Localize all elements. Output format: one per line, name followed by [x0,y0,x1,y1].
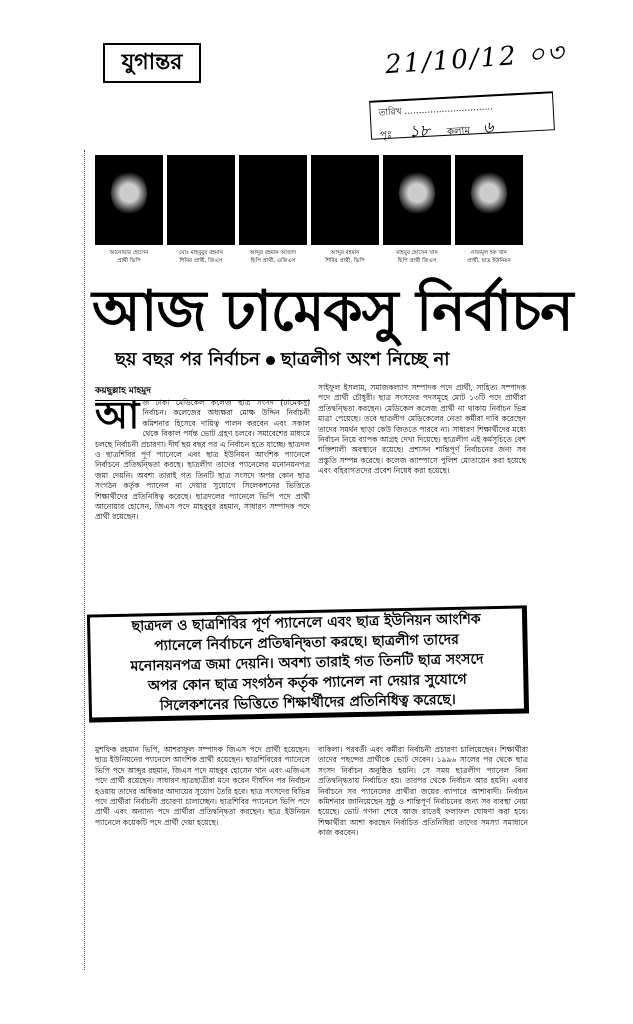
subhead-right: ছাত্রলীগ অংশ নিচ্ছে না [280,349,450,370]
stamp-page-label: পৃঃ [379,129,393,142]
photo-caption: মাহবুব হোসেন খান ছিপি প্রার্থী জিএস [396,250,438,264]
quote-line: সিলেকশনের ভিত্তিতে শিক্ষার্থীদের প্রতিনিধিত্ব করেছে। [159,691,456,715]
body-column-3: মুশফিক রহমান ভিপি, আশরাফুল সম্পাদক জিএস পদে প্রার্থী হয়েছেন। ছাত্র ইউনিয়নের প্যানেলে আংশিক প্রার্থী রয়েছেন। ছাত্রশিবিরের প্যানেলে ভিপি পদে আব্দুর রহমান, জিএস পদে মাহবুব হোসেন খান এবং এজিএস পদে প্রার্থী রয়েছেন। সাধারণ ছাত্রছাত্রীরা মনে করেন দীর্ঘদিন পর নির্বাচন হওয়ায় তাদের অধিকার আদায়ের সুযোগ তৈরি হবে। ছাত্র সংসদের বিভিন্ন পদে প্রার্থীরা নির্বাচনী প্রচারণা চালাচ্ছেন। ছাত্রশিবির প্যানেলে ভিপি পদে প্রার্থী এবং অন্যান্য পদে প্রার্থীরা প্রতিদ্বন্দ্বিতা করছেন। ছাত্র ইউনিয়ন প্যানেলে কয়েকটি পদে প্রার্থী দেয়া হয়েছে। [95,745,310,827]
candidate-photo [95,155,163,265]
quote-line: অপর কোন ছাত্র সংগঠন কর্তৃক প্যানেল না দেয়ার সুযোগে [147,671,467,695]
subhead-left: ছয় বছর পর নির্বাচন [115,349,260,370]
archive-stamp [369,91,555,140]
stamp-column-label: কলাম [446,125,471,138]
photo-caption: মোঃ মাহবুবুর রহমান শিবির প্রার্থী, জিএস [179,250,223,264]
candidate-photo [455,155,523,265]
candidate-photos [95,155,525,265]
photo-caption: নাজমুল হক খান প্রার্থী, ছাত্র ইউনিয়ন [467,250,511,264]
photo-image [239,155,307,245]
body-column-1 [95,398,310,583]
pull-quote-box [87,605,529,722]
photo-image [383,155,451,245]
quote-line: মনোনয়নপত্র জমা দেয়নি। অবশ্য তারাই গত তিনটি ছাত্র সংসদে [130,651,484,675]
body-text: জ ঢাকা মেডিকেল কলেজ ছাত্র সংসদ (ঢামেকসু) নির্বাচন। কলেজের অধ্যক্ষরা মোক্ষ উদ্দিন নির্বাচনী কমিশনার হিসেবে দায়িত্ব পালন করবেন এবং সকাল থেকে বিকাল পর্যন্ত ভোট গ্রহণ চলবে। সমাবেশের মাধ্যমে চলছে নির্বাচনী প্রচারণা। দীর্ঘ ছয় বছর পর এ নির্বাচন হতে যাচ্ছে। ছাত্রদল ও ছাত্রশিবির পূর্ণ প্যানেলে এবং ছাত্র ইউনিয়ন আংশিক প্যানেলে নির্বাচনে প্রতিদ্বন্দ্বিতা করছে। ছাত্রলীগ তাদের প্যানেলের মনোনয়নপত্র জমা দেয়নি। অবশ্য তারাই গত তিনটি ছাত্র সংসদে অপর কোন ছাত্র সংগঠন কর্তৃক প্যানেল না দেয়ার সুযোগে সিলেকশনের ভিত্তিতে শিক্ষার্থীদের প্রতিনিধিত্ব করেছে। ছাত্রদলের প্যানেলে ভিপি পদে প্রার্থী আনোয়ার হোসেন, জিএস পদে মাহবুবুর রহমান, সাধারণ সম্পাদক পদে প্রার্থী রয়েছেন। [95,398,310,522]
photo-image [311,155,379,245]
handwritten-date: 21/10/12 ০৩ [384,37,567,81]
candidate-photo [167,155,235,265]
body-column-2: সাইফুল ইসলাম, সমাজকল্যাণ সম্পাদক পদে প্রার্থী, সাহিত্য সম্পাদক পদে প্রার্থী চৌধুরী। ছাত্র সংসদের পদসমূহে মোট ১৩টি পদে প্রার্থীরা প্রতিদ্বন্দ্বিতা করছেন। মেডিকেল কলেজ প্রার্থী না থাকায় নির্বাচন ভিন্ন মাত্রা পেয়েছে। তবে ছাত্রলীগ মেডিকেলের নেতা কর্মীরা দাবি করেছেন তাদের সমর্থন ছাড়া কেউ জিততে পারবে না। সাধারণ শিক্ষার্থীদের মধ্যে নির্বাচন নিয়ে ব্যাপক আগ্রহ দেখা দিয়েছে। ছাত্রলীগ এই কর্মসূচিতে বেশ শক্তিশালী অবস্থানে রয়েছে। প্রশাসন শান্তিপূর্ণ নির্বাচনের জন্য সব প্রস্তুতি সম্পন্ন করেছে। কলেজ ক্যাম্পাসে পুলিশ মোতায়েন করা হয়েছে এবং বহিরাগতদের প্রবেশ নিষেধ করা হয়েছে। [318,383,526,476]
subheadline [115,345,450,376]
stamp-column-value: ৬ [482,117,494,137]
byline: কয়ছুল্লাহ মাহমুদ [95,383,310,401]
quote-line: প্যানেলে নির্বাচনে প্রতিদ্বন্দ্বিতা করছে। ছাত্রলীগ তাদের [154,631,459,655]
photo-image [95,155,163,245]
candidate-photo [311,155,379,265]
candidate-photo [239,155,307,265]
headline: আজ ঢামেকসু নির্বাচন [92,279,573,344]
body-column-4: বাকিলা। পরবর্তী এবং কর্মীরা নির্বাচনী প্রচারণা চালিয়েছেন। শিক্ষার্থীরা তাদের পছন্দের প্রার্থীকে ভোট দেবেন। ১৯৯৬ সালের পর থেকে ছাত্র সংসদ নির্বাচন অনুষ্ঠিত হয়নি। সে সময় ছাত্রলীগ প্যানেল বিনা প্রতিদ্বন্দ্বিতায় নির্বাচিত হয়। তারপর থেকে নির্বাচন আর হয়নি। এবার নির্বাচনে সব প্যানেলের প্রার্থীরা জয়ের ব্যাপারে আশাবাদী। নির্বাচন কমিশনার জানিয়েছেন সুষ্ঠু ও শান্তিপূর্ণ নির্বাচনের জন্য সব ব্যবস্থা নেয়া হয়েছে। ভোট গণনা শেষে আজ রাতেই ফলাফল ঘোষণা করা হবে। শিক্ষার্থীরা আশা করছেন নির্বাচিত প্রতিনিধিরা তাদের সমস্যা সমাধানে কাজ করবেন। [318,745,528,838]
photo-caption: আনোয়ার হোসেন প্রার্থী ভিপি [109,250,149,264]
newspaper-logo [103,43,201,83]
quote-line: ছাত্রদল ও ছাত্রশিবির পূর্ণ প্যানেলে এবং ছাত্র ইউনিয়ন আংশিক [131,611,481,635]
photo-caption: আব্দুর রহমান আজাদ ছিপি প্রার্থী, এজিএস [249,250,297,264]
photo-image [167,155,235,245]
newspaper-name: যুগান্তর [121,49,183,75]
stamp-page-value: ১৮ [408,120,431,141]
scan-edge-dots [84,150,86,970]
bullet-icon [266,356,275,365]
stamp-date-label: তারিখ ............................... [378,102,494,119]
photo-caption: আব্দুর রহমান শিবির প্রার্থী, ভিপি [325,250,365,264]
photo-image [455,155,523,245]
candidate-photo [383,155,451,265]
drop-cap: আ [95,398,140,437]
